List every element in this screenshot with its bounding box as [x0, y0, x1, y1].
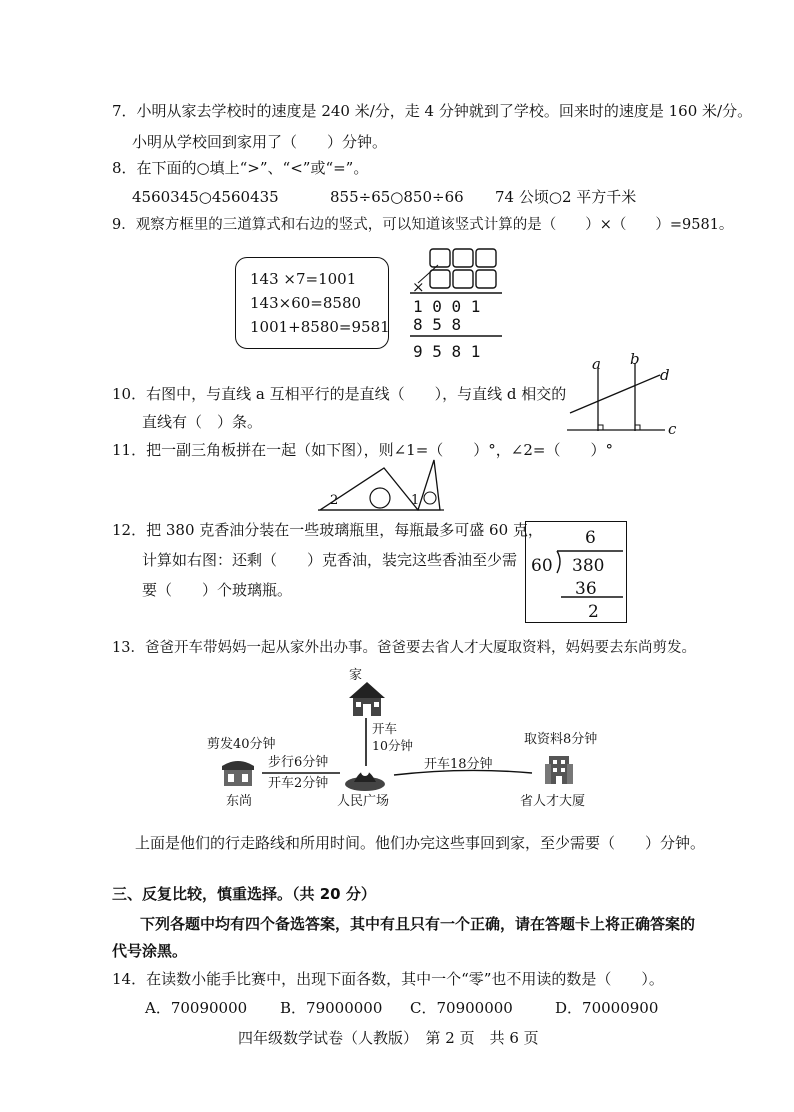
- section3-title: 三、反复比较，慎重选择。（共 20 分）: [112, 885, 376, 903]
- page-footer: 四年级数学试卷（人教版） 第 2 页 共 6 页: [238, 1029, 539, 1047]
- q9-eq2: 143×60=8580: [250, 294, 362, 312]
- q10-label-b: b: [630, 350, 640, 368]
- q10-label-c: c: [668, 420, 677, 438]
- q9-eq1: 143 ×7=1001: [250, 270, 357, 288]
- q9-eq3: 1001+8580=9581: [250, 318, 390, 336]
- section3-instr2: 代号涂黑。: [112, 942, 188, 960]
- q7-line2: 小明从学校回到家用了（ ）分钟。: [132, 133, 388, 151]
- q10-line2: 直线有（ ）条。: [142, 413, 263, 431]
- q13-dongshang: 东尚: [226, 794, 253, 809]
- q9-row1: 1 0 0 1: [413, 297, 481, 316]
- q14-option-d[interactable]: D．70000900: [555, 999, 659, 1017]
- q9-result-line: [410, 335, 500, 339]
- q8-item-b: 855÷65○850÷66: [330, 188, 464, 206]
- q9-result: 9 5 8 1: [413, 342, 481, 361]
- q11-line1: 11．把一副三角板拼在一起（如下图），则∠1=（ ）°，∠2=（ ）°: [112, 441, 613, 459]
- q12-quotient: 6: [585, 528, 596, 548]
- q9-row2: 8 5 8: [413, 315, 462, 334]
- q13-drive-10-b: 10分钟: [372, 738, 413, 753]
- q12-product: 36: [575, 579, 597, 599]
- q13-drive-18: 开车18分钟: [424, 757, 493, 772]
- q9-times-sign: ×: [412, 278, 425, 296]
- plaza-icon: [342, 758, 388, 794]
- q13-fetch: 取资料8分钟: [524, 732, 598, 747]
- q8-item-c: 74 公顷○2 平方千米: [495, 188, 637, 206]
- q12-divisor: 60: [531, 556, 553, 576]
- q11-angle2-label: 2: [330, 493, 339, 508]
- q10-line1: 10．右图中，与直线 a 互相平行的是直线（ ），与直线 d 相交的: [112, 385, 567, 403]
- q14-option-b[interactable]: B．79000000: [280, 999, 383, 1017]
- house-icon: [345, 680, 389, 720]
- q13-talent: 省人才大厦: [520, 794, 586, 809]
- q12-line3: 要（ ）个玻璃瓶。: [142, 581, 293, 599]
- q8-line1: 8．在下面的○填上“>”、“<”或“=”。: [112, 159, 369, 177]
- section3-instr1: 下列各题中均有四个备选答案，其中有且只有一个正确，请在答题卡上将正确答案的: [140, 915, 696, 933]
- q14-line1: 14．在读数小能手比赛中，出现下面各数，其中一个“零”也不用读的数是（ ）。: [112, 970, 664, 988]
- q13-plaza: 人民广场: [337, 794, 390, 809]
- q13-home-label: 家: [349, 668, 363, 683]
- shop-icon: [218, 756, 258, 790]
- q10-label-d: d: [660, 366, 670, 384]
- q11-angle1-label: 1: [411, 493, 420, 508]
- q13-drive-2: 开车2分钟: [268, 776, 329, 791]
- q12-line2: 计算如右图：还剩（ ）克香油，装完这些香油至少需: [142, 551, 518, 569]
- q10-label-a: a: [592, 355, 601, 373]
- q8-item-a: 4560345○4560435: [132, 188, 279, 206]
- q9-line1: 9．观察方框里的三道算式和右边的竖式，可以知道该竖式计算的是（ ）×（ ）=9581。: [112, 217, 734, 233]
- q12-dividend: 380: [572, 556, 605, 576]
- q13-drive-10-a: 开车: [372, 721, 398, 736]
- q14-option-a[interactable]: A．70090000: [145, 999, 248, 1017]
- q12-line1: 12．把 380 克香油分装在一些玻璃瓶里，每瓶最多可盛 60 克，: [112, 521, 543, 539]
- q14-option-c[interactable]: C．70900000: [410, 999, 513, 1017]
- q12-remainder: 2: [588, 602, 599, 622]
- q13-route-dongshang-plaza: [262, 771, 342, 775]
- q7-line1: 7．小明从家去学校时的速度是 240 米/分，走 4 分钟就到了学校。回来时的速度是 160 米/分。: [112, 102, 753, 120]
- q13-haircut: 剪发40分钟: [207, 737, 276, 752]
- q13-line1: 13．爸爸开车带妈妈一起从家外出办事。爸爸要去省人才大厦取资料，妈妈要去东尚剪发。: [112, 640, 696, 656]
- q13-route-plaza-talent: [394, 769, 534, 779]
- q13-walk: 步行6分钟: [268, 755, 329, 770]
- q13-line2: 上面是他们的行走路线和所用时间。他们办完这些事回到家，至少需要（ ）分钟。: [135, 834, 706, 852]
- building-icon: [541, 752, 577, 788]
